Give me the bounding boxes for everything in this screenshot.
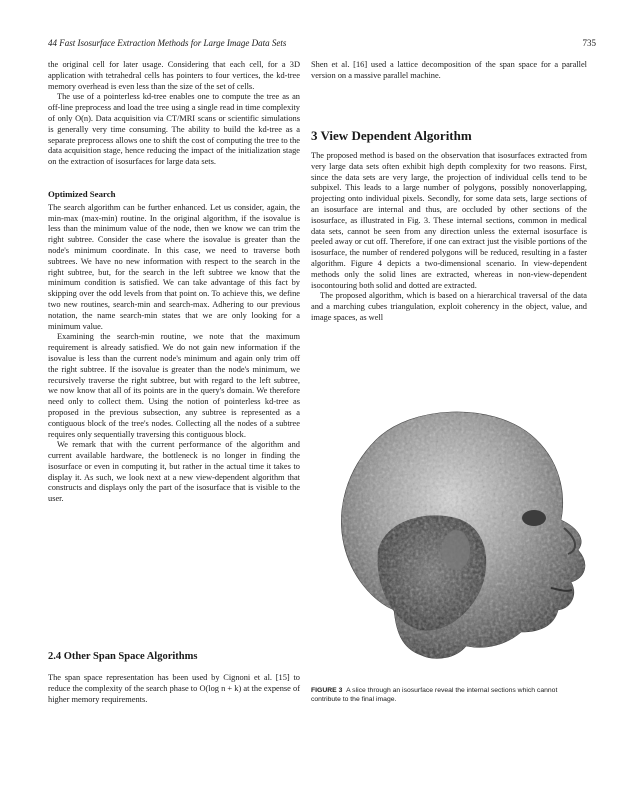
right-column (311, 151, 587, 324)
eye-socket (522, 510, 546, 526)
paragraph: Examining the search-min routine, we note that the maximum requirement is already satisfied. We do not gain new information if the isovalue is less than the current node's minimum and again only trim off the right subtree. If the isovalue is greater than the node's minimum, we recursively traverse the right subtree, but with regard to the left subtree, we now know that all of its points are in the query's domain. We therefore need only to collect them. Using the notion of pointerless kd-tree as proposed in the previous subsection, any subtree is represented as a contiguous block of the tree's nodes. Collecting all the nodes of a subtree requires only sequentially traversing this contiguous block. (48, 332, 300, 439)
paragraph: We remark that with the current performance of the algorithm and current available hardware, the bottleneck is no longer in finding the isosurface or even in computing it, but rather in the actual time it takes to display it. As such, we look next at a new view-dependent algorithm that constructs and displays only the part of the isosurface that is visible to the user. (48, 440, 300, 504)
right-column-top (311, 60, 587, 82)
paragraph: The proposed method is based on the observation that isosurfaces extracted from very large data sets often exhibit high depth complexity for two reasons. First, since the data sets are very large, the projection of individual cells tend to be subpixel. This leads to a large number of polygons, possibly nonoverlapping, projecting onto individual pixels. Secondly, for some data sets, large sections of an isosurface are internal and thus, are occluded by other sections of the isosurface, as illustrated in Fig. 3. These internal sections, common in medical data sets, cannot be seen from any direction unless the external isosurface is peeled away or cut off. Therefore, if one can extract just the visible portions of the isosurface, the number of rendered polygons will be reduced, resulting in a faster algorithm. Figure 4 depicts a two-dimensional scenario. In view-dependent methods only the solid lines are extracted, whereas in non-view-dependent isocontouring both solid and dotted are extracted. (311, 151, 587, 290)
figure-caption-text: A slice through an isosurface reveal the internal sections which cannot contribute to the final image. (311, 687, 558, 703)
ear (442, 530, 470, 570)
paragraph: The proposed algorithm, which is based on a hierarchical traversal of the data and a marching cubes triangulation, exploit coherency in the object, value, and image spaces, as well (311, 291, 587, 322)
paragraph-heading: Optimized Search (48, 188, 116, 199)
paragraph: the original cell for later usage. Considering that each cell, for a 3D application with tetrahedral cells has pointers to four vertices, the kd-tree memory overhead is even less than the size of the set of cells. (48, 60, 300, 91)
left-column-bottom (48, 673, 300, 705)
paragraph: The span space representation has been used by Cignoni et al. [15] to reduce the complexity of the search phase to O(log n + k) at the expense of higher memory requirements. (48, 673, 300, 704)
subsection-heading: 2.4 Other Span Space Algorithms (48, 651, 198, 662)
running-head-title: 44 Fast Isosurface Extraction Methods for Large Image Data Sets (48, 38, 287, 48)
isosurface-head-figure (316, 400, 596, 670)
paragraph: The use of a pointerless kd-tree enables one to compute the tree as an off-line preprocess and load the tree using a single read in time complexity of only O(n). Data acquisition via CT/MRI scans or scientific simulations is generally very time consuming. The ability to build the kd-tree as a separate preprocess allows one to shift the cost of computing the tree to the data acquisition stage, hence reducing the impact of the initialization stage on the extraction of isosurfaces for large data sets. (48, 92, 300, 167)
figure-label: FIGURE 3 (311, 687, 343, 694)
paragraph: Shen et al. [16] used a lattice decomposition of the span space for a parallel version on a massive parallel machine. (311, 60, 587, 80)
paragraph: The search algorithm can be further enhanced. Let us consider, again, the min-max (max-min) routine. In the original algorithm, if the isovalue is less than the minimum value of the node, then we know we can trim the right subtree. Consider the case where the isovalue is greater than the node's minimum coordinate. In this case, we need to traverse both subtrees. We have no new information with respect to the search in the right subtree, but, for the search in the left subtree we know that the minimum condition is satisfied. We can take advantage of this fact by skipping over the odd levels from that point on. To achieve this, we define two new routines, search-min and search-max. Adhering to our previous notation, the name search-min states that we are only looking for a minimum value. (48, 202, 300, 331)
running-head (48, 38, 596, 52)
figure-caption (311, 686, 587, 704)
page-number: 735 (582, 38, 596, 48)
left-column (48, 60, 300, 505)
section-heading: 3 View Dependent Algorithm (311, 128, 472, 143)
